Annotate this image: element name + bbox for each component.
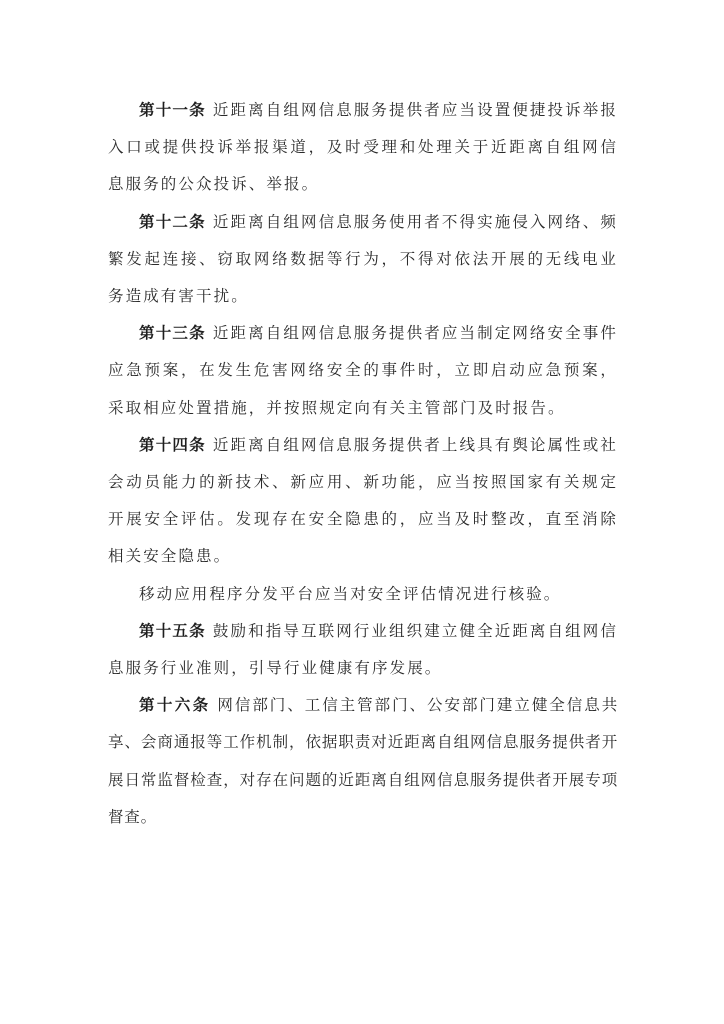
article-16-heading: 第十六条 (139, 696, 211, 715)
document-body (108, 92, 618, 836)
article-13-heading: 第十三条 (139, 324, 206, 343)
article-15-text: 鼓励和指导互联网行业组织建立健全近距离自组网信息服务行业准则，引导行业健康有序发展。 (108, 621, 618, 678)
article-12-paragraph (108, 204, 618, 316)
article-14-subparagraph (108, 576, 618, 613)
article-14-text: 近距离自组网信息服务提供者上线具有舆论属性或社会动员能力的新技术、新应用、新功能，应当按照国家有关规定开展安全评估。发现存在安全隐患的，应当及时整改，直至消除相关安全隐患。 (108, 435, 618, 566)
article-13-text: 近距离自组网信息服务提供者应当制定网络安全事件应急预案，在发生危害网络安全的事件时，立即启动应急预案，采取相应处置措施，并按照规定向有关主管部门及时报告。 (108, 324, 618, 417)
article-11-text: 近距离自组网信息服务提供者应当设置便捷投诉举报入口或提供投诉举报渠道，及时受理和处理关于近距离自组网信息服务的公众投诉、举报。 (108, 101, 618, 194)
article-12-text: 近距离自组网信息服务使用者不得实施侵入网络、频繁发起连接、窃取网络数据等行为，不得对依法开展的无线电业务造成有害干扰。 (108, 212, 618, 306)
article-11-heading: 第十一条 (139, 101, 206, 119)
article-13-paragraph (108, 315, 618, 427)
article-14-paragraph (108, 427, 618, 576)
article-14-sub-text: 移动应用程序分发平台应当对安全评估情况进行核验。 (139, 584, 562, 603)
article-16-text: 网信部门、工信主管部门、公安部门建立健全信息共享、会商通报等工作机制，依据职责对近距离自组网信息服务提供者开展日常监督检查，对存在问题的近距离自组网信息服务提供者开展专项督查。 (108, 696, 618, 826)
article-15-paragraph (108, 613, 618, 687)
article-12-heading: 第十二条 (139, 212, 206, 231)
article-11-paragraph (108, 92, 618, 204)
article-15-heading: 第十五条 (139, 621, 206, 640)
article-16-paragraph (108, 687, 618, 836)
article-14-heading: 第十四条 (139, 435, 206, 454)
